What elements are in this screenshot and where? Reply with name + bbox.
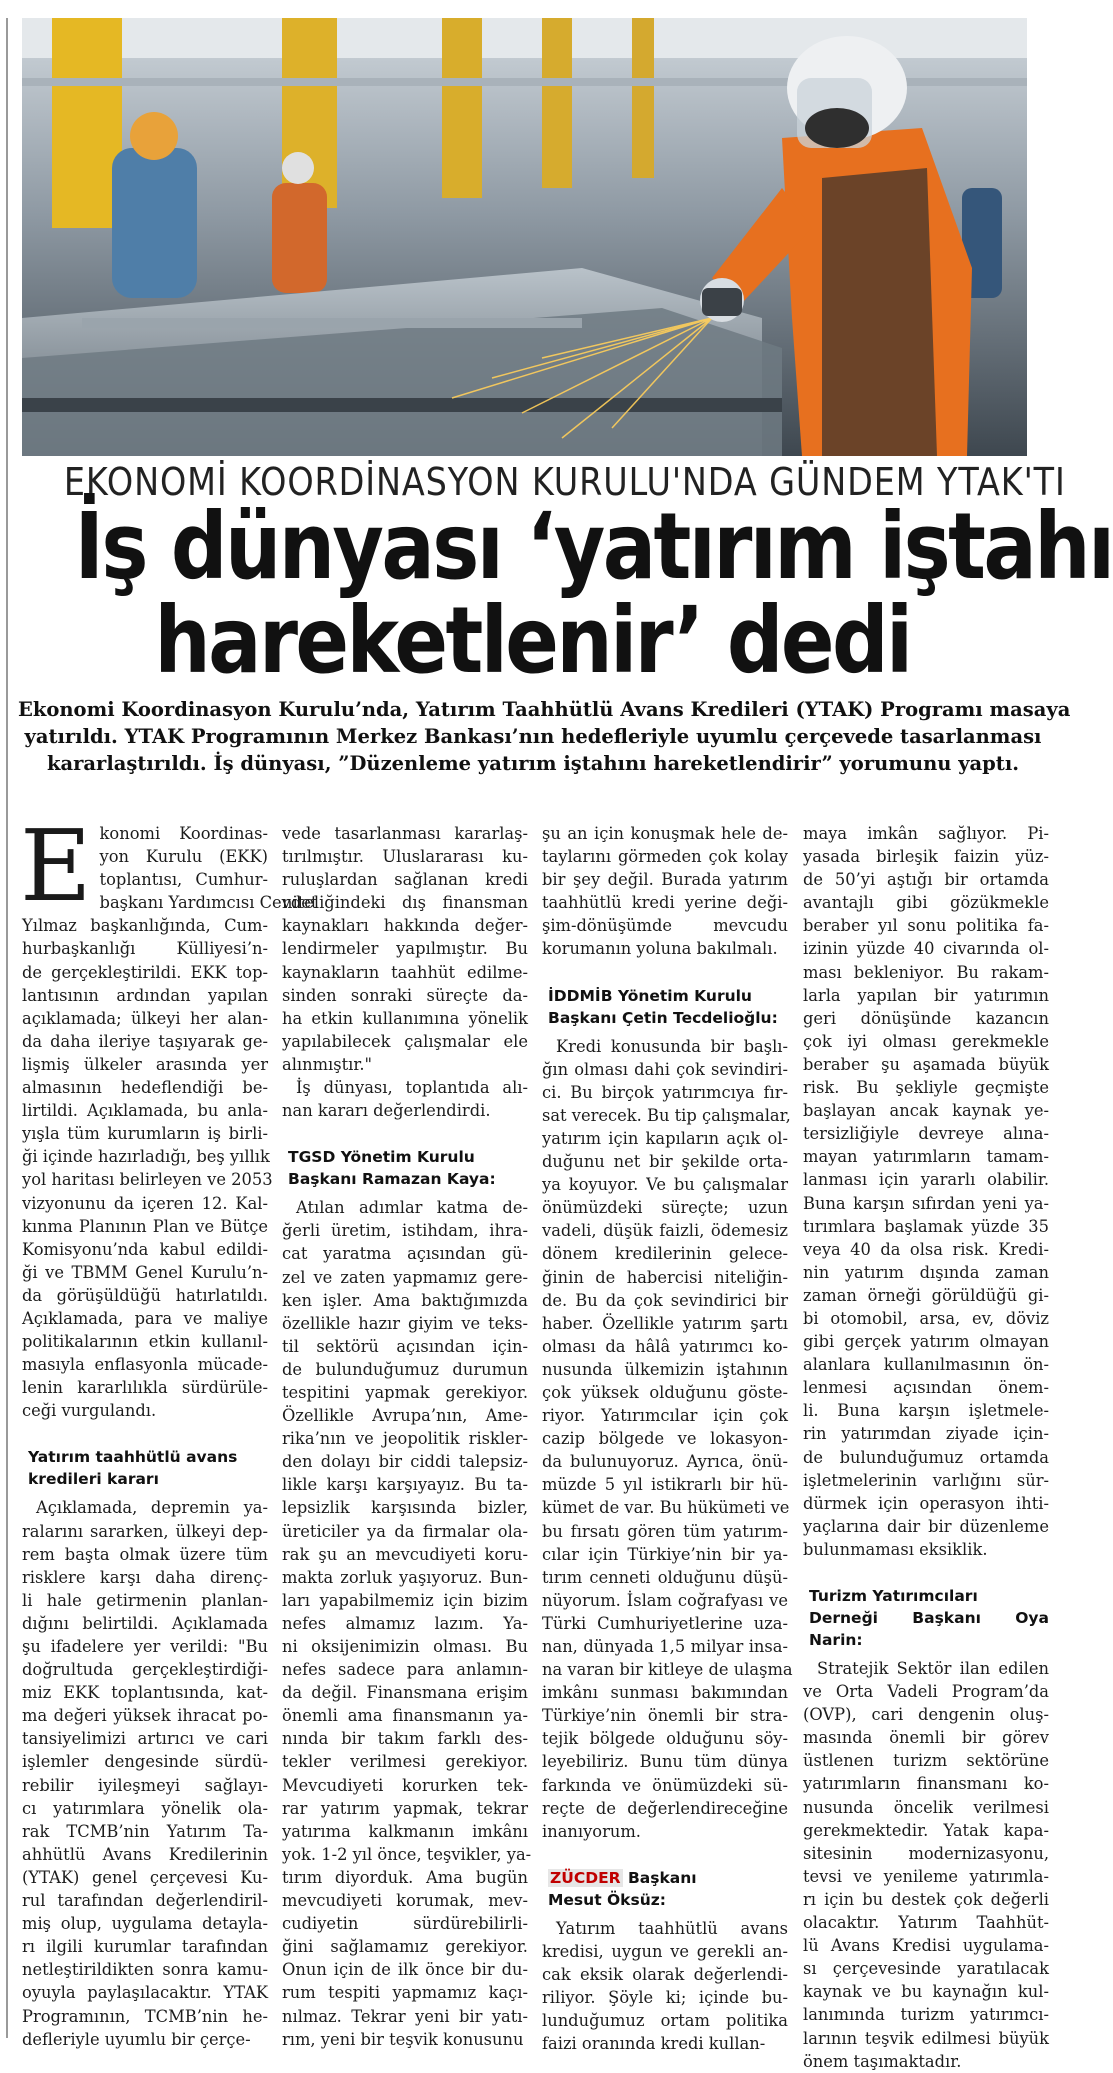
text-line: gibi gerçek yatırım olmayan: [803, 1332, 1049, 1352]
drop-cap: E: [20, 810, 92, 924]
zucder-paragraph: [542, 1917, 788, 2056]
text-line: cudiyetin sürdürebilirli-: [282, 1914, 528, 1934]
tgsd-paragraph: [282, 1196, 532, 2050]
text-line: çok iyi olması gerekmekle: [803, 1031, 1049, 1051]
text-line: risk. Bu şekliyle geçmişte: [803, 1078, 1049, 1098]
text-line: tespitini yapmak gerekiyor.: [282, 1382, 528, 1402]
text-line: riyor. Yatırımcılar için çok: [542, 1406, 788, 1426]
text-line: vede tasarlanması kararlaş-: [282, 824, 528, 843]
text-line: de bulunduğumuz ortamda: [803, 1447, 1049, 1467]
text-line: Türki Cumhuriyetlerine uza-: [542, 1613, 788, 1633]
text-line: lepsizlik karşısında bizler,: [282, 1498, 528, 1518]
continued-paragraph: [803, 822, 1049, 1561]
text-line: leyebiliriz. Bunu tüm dünya: [542, 1752, 788, 1772]
factory-scene-illustration: [22, 18, 1027, 456]
text-line: Yılmaz başkanlığında, Cum-: [22, 916, 268, 936]
headline-line-1: İş dünyası ‘yatırım iştahı: [74, 493, 1113, 600]
text-line: de 50’yi aştığı bir ortamda: [803, 870, 1049, 890]
text-line: inanıyorum.: [542, 1821, 641, 1841]
article-headline: [0, 493, 1113, 694]
text-line: cılar için Türkiye’nin bir ya-: [542, 1544, 788, 1564]
text-line: müzde 5 yıl istikrarlı bir hü-: [542, 1475, 788, 1495]
ytak-paragraph: [22, 1496, 268, 2050]
text-line: Onun için de ilk önce bir du-: [282, 1960, 528, 1980]
text-line: makta zorluk yaşıyoruz. Bun-: [282, 1567, 528, 1587]
text-line: lanması için yararlı olabilir.: [803, 1170, 1049, 1190]
text-line: ni oksijenimizin olması. Bu: [282, 1637, 528, 1656]
article-lead: [18, 696, 1071, 777]
text-line: da görüşüldüğü hatırlatıldı.: [22, 1285, 268, 1305]
text-line: sat verecek. Bu tip çalışmalar,: [542, 1105, 791, 1125]
text-line: tansiyelimizi artırıcı ve cari: [22, 1729, 268, 1749]
text-line: Programının, TCMB’nin he-: [22, 2006, 268, 2026]
text-line: politikalarının etkin kullanıl-: [22, 1332, 268, 1352]
text-line: Komisyonu’nda kabul edildi-: [22, 1239, 268, 1259]
text-line: tersizliğiyle devreye alına-: [803, 1124, 1049, 1144]
tourism-paragraph: [803, 1657, 1049, 2073]
text-line: ğerli üretim, istihdam, ihra-: [282, 1221, 528, 1241]
text-line: ya koyuyor. Ve bu çalışmalar: [542, 1175, 788, 1195]
text-line: olması da hâlâ yatırımcı ko-: [542, 1336, 788, 1356]
text-line: (OVP), cari dengenin oluş-: [803, 1705, 1049, 1725]
text-line: nılmaz. Tekrar yeni bir yatı-: [282, 2006, 528, 2026]
text-line: ha etkin kullanımına yönelik: [282, 1008, 528, 1028]
text-line: ken işler. Ama baktığımızda: [282, 1290, 528, 1310]
text-line: rul tarafından değerlendiril-: [22, 1891, 268, 1911]
subheading-line-1: [548, 1867, 788, 1889]
text-line: hurbaşkanlığı Külliyesi’n-: [22, 939, 268, 959]
text-line: rı ilgili kurumlar tarafından: [22, 1937, 268, 1957]
text-line: ma değeri yüksek ihracat po-: [22, 1706, 268, 1726]
text-line: geri dönüşünde kazancın: [803, 1008, 1049, 1028]
text-line: miş olup, uygulama detayla-: [22, 1914, 268, 1934]
text-line: lendirmeler yapılmıştır. Bu: [282, 939, 528, 959]
text-line: önemli ama finansmanın ya-: [282, 1706, 528, 1726]
subheading-zucder: [542, 1867, 788, 1911]
text-line: rak TCMB’nin Yatırım Ta-: [22, 1821, 268, 1841]
article-column-4: [803, 822, 1049, 2073]
text-line: şu an için konuşmak hele de-: [542, 824, 788, 843]
text-line: zel ve zaten yapmamız gere-: [282, 1267, 528, 1287]
continued-paragraph: [282, 822, 528, 1076]
page-left-rule: [6, 18, 8, 2038]
text-line: lü Avans Kredisi uygulama-: [803, 1936, 1049, 1956]
text-line: Açıklamada, depremin ya-: [36, 1498, 268, 1518]
text-line: lenmesi açısından önem-: [803, 1378, 1049, 1398]
text-line: ğini sağlamamız gerekiyor.: [282, 1937, 528, 1957]
subheading-line-1: Yatırım taahhütlü avans: [28, 1448, 238, 1467]
article-column-3: [542, 822, 793, 2055]
text-line: önem taşımaktadır.: [803, 2051, 962, 2071]
text-line: de bulunduğumuz durumun: [282, 1359, 528, 1379]
text-line: nefes almamız lazım. Ya-: [282, 1613, 528, 1633]
text-line: kınma Planının Plan ve Bütçe: [22, 1216, 268, 1236]
text-line: zaman örneği görüldüğü gi-: [803, 1285, 1049, 1305]
subheading-line-2: kredileri kararı: [28, 1470, 159, 1489]
text-line: avantajlı gibi gözükmekle: [803, 893, 1049, 913]
lead-line-1: Ekonomi Koordinasyon Kurulu’nda, Yatırım Taahhütlü Avans Kredileri (YTAK) Programı masaya: [18, 698, 1071, 721]
subheading-line-1: Turizm Yatırımcıları: [809, 1587, 978, 1605]
text-line: Mevcudiyeti korurken tek-: [282, 1775, 528, 1795]
subheading-iddmib: [542, 985, 788, 1029]
text-line: likle karşı karşıyayız. Bu ta-: [282, 1475, 528, 1495]
text-line: alınmıştır.": [282, 1054, 373, 1074]
text-line: dönem kredilerinin gelece-: [542, 1244, 788, 1264]
text-line: cak eksik olarak değerlendi-: [542, 1965, 788, 1985]
text-line: riliyor. Şöyle ki; içinde bu-: [542, 1988, 788, 2008]
text-line: ci. Bu birçok yatırımcıya fır-: [542, 1082, 788, 1102]
text-line: alanlara kullanılmasının ön-: [803, 1355, 1049, 1375]
text-line: reçte de değerlendireceğine: [542, 1798, 788, 1818]
text-line: Buna karşın sıfırdan yeni ya-: [803, 1193, 1049, 1213]
text-line: masında önemli bir görev: [803, 1728, 1049, 1748]
text-line: lirtildi. Açıklamada, bu anla-: [22, 1101, 268, 1121]
text-line: taahhütlü kredi yerine deği-: [542, 893, 788, 913]
text-line: de gerçekleştirildi. EKK top-: [22, 962, 268, 982]
text-line: tekler verilmesi gerekiyor.: [282, 1752, 528, 1772]
text-line: kaynak ve bu kaynağın kul-: [803, 1982, 1049, 2002]
text-line: ahhütlü Avans Kredilerinin: [22, 1844, 268, 1864]
text-line: beraber şu aşamada büyük: [803, 1054, 1049, 1074]
text-line: masıyla enflasyonla mücade-: [22, 1355, 268, 1375]
text-line: önümüzdeki süreçte; uzun: [542, 1198, 788, 1218]
subheading-line-2: Derneği Başkanı Oya Narin:: [809, 1609, 1049, 1649]
text-line: çok yüksek olduğunu göste-: [542, 1382, 788, 1402]
text-line: bu fırsatı gören tüm yatırım-: [542, 1521, 788, 1541]
text-line: üstlenen turizm sektörüne: [803, 1751, 1049, 1771]
text-line: yok. 1-2 yıl önce, teşvikler, ya-: [282, 1844, 532, 1864]
text-line: oyuyla paylaşılacaktır. YTAK: [22, 1983, 268, 2003]
text-line: sitesinin modernizasyonu,: [803, 1843, 1049, 1863]
text-line: nusunda öncelik verilmesi: [803, 1797, 1049, 1817]
lead-line-2: yatırıldı. YTAK Programının Merkez Bankası’nın hedefleriyle uyumlu çerçevede tasarlanması: [24, 725, 1042, 748]
text-line: toplantısı, Cumhur-: [99, 870, 268, 890]
text-line: nefes sadece para anlamın-: [282, 1660, 528, 1680]
text-line: rar yatırım yapmak, tekrar: [282, 1798, 528, 1818]
text-line: cı yatırımlara yönelik ola-: [22, 1798, 268, 1818]
text-line: tırılmıştır. Uluslararası ku-: [282, 847, 528, 867]
subheading-line-2: Başkanı Ramazan Kaya:: [288, 1170, 496, 1189]
text-line: lişmiş ülkeler arasında yer: [22, 1054, 268, 1074]
text-line: bulunmaması eksiklik.: [803, 1539, 988, 1559]
text-line: li. Buna karşın işletmele-: [803, 1401, 1049, 1421]
text-line: Kredi konusunda bir başlı-: [556, 1036, 788, 1056]
text-line: taylarını görmeden çok kolay: [542, 847, 788, 867]
text-line: rum tespiti yapmamız kaçı-: [282, 1983, 528, 2003]
text-line: nüyorum. İslam coğrafyası ve: [542, 1590, 788, 1610]
text-line: üreticiler ya da firmalar ola-: [282, 1521, 528, 1541]
text-line: Stratejik Sektör ilan edilen: [817, 1659, 1049, 1678]
text-line: ği içinde hazırladığı, beş yıllık: [22, 1147, 270, 1167]
text-line: açıklamada; ülkeyi her alan-: [22, 1008, 268, 1028]
text-line: olacaktır. Yatırım Taahhüt-: [803, 1913, 1049, 1933]
text-line: mayan yatırımların tamam-: [803, 1147, 1049, 1167]
text-line: rak şu an mevcudiyeti koru-: [282, 1544, 528, 1564]
subheading-ytak-decision: [22, 1446, 268, 1490]
subheading-line-1: İDDMİB Yönetim Kurulu: [548, 986, 752, 1005]
text-line: işlemler dengesinde sürdü-: [22, 1752, 268, 1772]
text-line: (YTAK) genel çerçevesi Ku-: [22, 1867, 268, 1887]
subheading-line-1-rest: Başkanı: [622, 1868, 697, 1887]
text-line: sinden sonraki süreçte da-: [282, 985, 528, 1005]
text-line: farkında ve önümüzdeki sü-: [542, 1775, 788, 1795]
text-line: başlayan ancak kaynak ye-: [803, 1101, 1049, 1121]
text-line: haber. Özellikle yatırım şartı: [542, 1313, 788, 1333]
text-line: dığını belirtildi. Açıklamada: [22, 1613, 268, 1633]
article-column-2: [282, 822, 532, 2051]
text-line: mevcudiyeti korumak, mev-: [282, 1891, 528, 1911]
text-line: ları yapabilmemiz için bizim: [282, 1590, 528, 1610]
text-line: lanımında turizm yatırımcı-: [803, 2005, 1049, 2025]
continued-paragraph: [542, 822, 788, 961]
text-line: bir şey değil. Burada yatırım: [542, 870, 788, 890]
text-line: rım, yeni bir teşvik konusunu: [282, 2029, 524, 2049]
text-line: netleştirildikten sonra kamu-: [22, 1960, 268, 1980]
text-line: lenin kararlılıkla sürdürüle-: [22, 1378, 268, 1398]
article-kicker: EKONOMİ KOORDİNASYON KURULU'NDA GÜNDEM YTAK'TI: [63, 460, 1066, 504]
text-line: yatırıma kalkmanın imkânı: [282, 1821, 528, 1841]
zucder-highlight: ZÜCDER: [550, 1868, 621, 1887]
text-line: şu ifadelere yer verildi: "Bu: [22, 1637, 268, 1656]
subheading-line-2: Mesut Öksüz:: [548, 1890, 666, 1909]
text-line: da değil. Finansmana erişim: [282, 1683, 528, 1703]
text-line: rin yatırımdan ziyade için-: [803, 1424, 1049, 1444]
text-line: faizi oranında kredi kullan-: [542, 2034, 766, 2054]
text-line: İş dünyası, toplantıda alı-: [296, 1078, 528, 1098]
text-line: rika’nın ve jeopolitik riskler-: [282, 1429, 528, 1449]
text-line: yasada birleşik faizin yüz-: [803, 847, 1049, 867]
text-line: Açıklamada, para ve maliye: [22, 1308, 268, 1328]
text-line: kaynakları hakkında değer-: [282, 916, 528, 936]
text-line: maya imkân sağlıyor. Pi-: [803, 824, 1049, 843]
text-line: rebilir iyileşmeyi sağlayı-: [22, 1775, 268, 1795]
text-line: korumanın yoluna bakılmalı.: [542, 939, 778, 959]
text-line: tejik bölgede olduğunu söy-: [542, 1729, 788, 1749]
text-line: dürmek için operasyon ihti-: [803, 1493, 1049, 1513]
text-line: izinin yüzde 40 civarında ol-: [803, 939, 1049, 959]
text-line: sı çerçevesinde yaratılacak: [803, 1959, 1049, 1979]
text-line: ğın olması dahi çok sevindiri-: [542, 1059, 788, 1079]
business-reaction-paragraph: [282, 1076, 528, 1122]
text-line: gerekmektedir. Yatak kapa-: [803, 1820, 1049, 1840]
text-line: Atılan adımlar katma de-: [296, 1198, 528, 1218]
text-line: ği ve TBMM Genel Kurulu’n-: [22, 1262, 268, 1282]
text-line: özellikle hazır giyim ve teks-: [282, 1313, 528, 1333]
text-line: yatırımların finansmanı ko-: [803, 1774, 1049, 1794]
subheading-line-1: TGSD Yönetim Kurulu: [288, 1148, 475, 1167]
text-line: tırımlara başlamak yüzde 35: [803, 1216, 1049, 1236]
article-column-1: [20, 810, 318, 2051]
subheading-line-2: Başkanı Çetin Tecdelioğlu:: [548, 1008, 778, 1027]
text-line: defleriyle uyumlu bir çerçe-: [22, 2029, 251, 2049]
text-line: ve Orta Vadeli Program’da: [803, 1682, 1049, 1702]
headline-line-2: hareketlenir’ dedi: [154, 587, 911, 694]
text-line: risklere karşı daha direnç-: [22, 1567, 268, 1587]
text-line: beraber yıl sonu politika fa-: [803, 916, 1049, 936]
factory-worker-photo: [22, 18, 1027, 456]
text-line: tırım cenneti olduğunu düşü-: [542, 1567, 788, 1587]
text-line: cat yaratma açısından gü-: [282, 1244, 528, 1264]
text-line: kredisi, uygun ve gerekli an-: [542, 1941, 788, 1961]
text-line: Yatırım taahhütlü avans: [556, 1918, 788, 1938]
text-line: yışla tüm kurumların iş birli-: [22, 1124, 268, 1144]
text-line: da bulunuyoruz. Ayrıca, önü-: [542, 1452, 788, 1472]
text-line: bi otomobil, arsa, ev, döviz: [803, 1308, 1049, 1328]
text-line: til sektörü açısından için-: [282, 1336, 528, 1356]
iddmib-paragraph: [542, 1035, 793, 1843]
text-line: miz EKK toplantısında, kat-: [22, 1683, 268, 1703]
text-line: şim-dönüşümde mevcudu: [542, 916, 788, 936]
text-line: nin yatırım dışında zaman: [803, 1262, 1049, 1282]
text-line: nan kararı değerlendirdi.: [282, 1101, 491, 1121]
text-line: na varan bir kitleye de ulaşma: [542, 1660, 793, 1680]
text-line: de. Bu da çok sevindirici bir: [542, 1290, 788, 1310]
text-line: doğrultuda gerçekleştirdiği-: [22, 1660, 268, 1680]
text-line: yapılabilecek çalışmalar ele: [282, 1031, 528, 1051]
lead-line-3: kararlaştırıldı. İş dünyası, ”Düzenleme yatırım iştahını hareketlendirir” yorumunu yaptı.: [46, 752, 1020, 775]
text-line: vadeli, düşük faizli, ödemesiz: [542, 1221, 788, 1241]
text-line: yol haritası belirleyen ve 2053: [22, 1170, 273, 1190]
text-line: cazip bölgede ve lokasyon-: [542, 1429, 788, 1449]
intro-paragraph: [20, 810, 318, 1422]
text-line: tevsi ve yenileme yatırımla-: [803, 1866, 1049, 1886]
text-line: Özellikle Avrupa’nın, Ame-: [282, 1406, 528, 1426]
text-line: almasının hedeflendiği be-: [22, 1078, 268, 1098]
text-line: li hale getirmenin planlan-: [22, 1590, 268, 1610]
text-line: ralarını sararken, ülkeyi dep-: [22, 1521, 268, 1541]
text-line: ması bekleniyor. Bu rakam-: [803, 962, 1049, 982]
text-line: ğinin de habercisi niteliğin-: [542, 1267, 788, 1287]
text-line: vizyonunu da içeren 12. Kal-: [22, 1193, 268, 1213]
text-line: başkanı Yardımcısı Cevdet: [99, 893, 318, 913]
text-line: imkânı sunması bakımından: [542, 1683, 788, 1703]
text-line: Türkiye’nin önemli bir stra-: [542, 1706, 788, 1726]
subheading-tgsd: [282, 1146, 528, 1190]
text-line: ceği vurgulandı.: [22, 1401, 157, 1421]
text-line: işletmelerinin varlığını sür-: [803, 1470, 1049, 1490]
text-line: den dolayı bir ciddi talepsiz-: [282, 1452, 528, 1472]
text-line: nusunda ülkemizin iştahının: [542, 1359, 788, 1379]
text-line: rem başta olmak üzere tüm: [22, 1544, 268, 1564]
text-line: rı için bu destek çok değerli: [803, 1889, 1049, 1909]
text-line: kaynakların taahhüt edilme-: [282, 962, 528, 982]
text-line: nan, dünyada 1,5 milyar insa-: [542, 1637, 788, 1656]
text-line: nında bir takım farklı des-: [282, 1729, 528, 1749]
text-line: yatırım için kapıların açık ol-: [542, 1128, 788, 1148]
text-line: larla yapılan bir yatırımın: [803, 985, 1049, 1005]
text-line: konomi Koordinas-: [99, 824, 268, 843]
text-line: yon Kurulu (EKK): [99, 847, 268, 867]
text-line: lunduğumuz ortam politika: [542, 2011, 788, 2031]
text-line: ruluşlardan sağlanan kredi: [282, 870, 528, 890]
text-line: veya 40 da olsa risk. Kredi-: [803, 1239, 1049, 1259]
text-line: larının teşvik edilmesi büyük: [803, 2028, 1049, 2048]
text-line: yaçlarına dair bir düzenleme: [803, 1516, 1049, 1536]
text-line: lantısının ardından yapılan: [22, 985, 268, 1005]
text-line: tırım diyorduk. Ama bugün: [282, 1867, 528, 1887]
subheading-tourism: [803, 1585, 1049, 1651]
text-line: kümet de var. Bu hükümeti ve: [542, 1498, 790, 1518]
text-line: niteliğindeki dış finansman: [282, 893, 528, 913]
text-line: duğunu net bir şekilde orta-: [542, 1152, 788, 1172]
text-line: da daha ileriye taşıyarak ge-: [22, 1031, 268, 1051]
